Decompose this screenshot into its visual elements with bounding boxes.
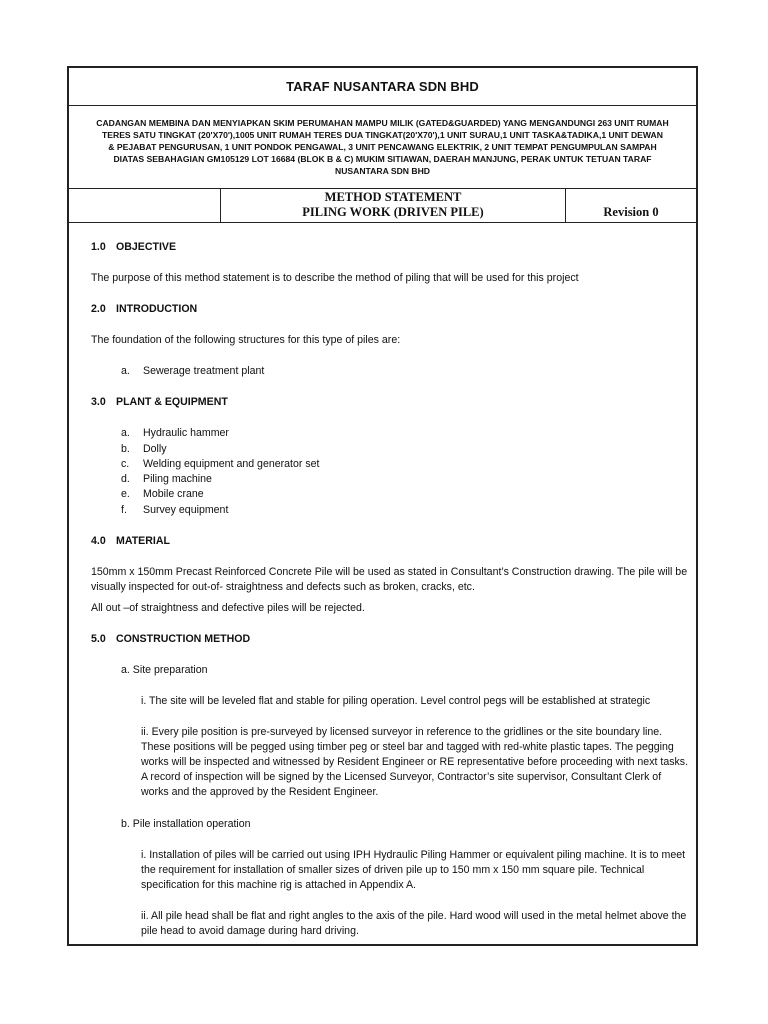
section-title: PLANT & EQUIPMENT (116, 396, 228, 409)
section-heading-construction-method (91, 632, 696, 647)
section-title: CONSTRUCTION METHOD (116, 633, 251, 646)
paragraph: 150mm x 150mm Precast Reinforced Concrete Pile will be used as stated in Consultant’s Construction drawing. The pile will be visually inspected for out-of- straightness and defects such as broken, cracks, etc. (91, 566, 688, 594)
blank-cell (69, 189, 221, 222)
project-line: DIATAS SEBAHAGIAN GM105129 LOT 16684 (BLOK B & C) MUKIM SITIAWAN, DAERAH MANJUNG, PERAK UNTUK TETUAN TARAF (113, 154, 652, 164)
list-item: a. Sewerage treatment plant (121, 365, 265, 377)
project-description (69, 106, 696, 189)
section-number: 4.0 (91, 535, 106, 548)
section-number: 2.0 (91, 303, 106, 315)
document-title (221, 189, 566, 222)
section-heading-objective (91, 240, 696, 255)
structure-list (91, 364, 696, 379)
project-line: CADANGAN MEMBINA DAN MENYIAPKAN SKIM PERUMAHAN MAMPU MILIK (GATED&GUARDED) YANG MENGANDUNGI 263 UNIT RUMAH (96, 118, 669, 128)
project-line: NUSANTARA SDN BHD (334, 166, 430, 176)
list-item: d. Piling machine (121, 473, 212, 486)
document-body (69, 240, 696, 939)
document-title-line1: METHOD STATEMENT (324, 190, 462, 204)
section-number: 1.0 (91, 241, 106, 253)
section-number: 5.0 (91, 633, 106, 646)
section-heading-plant-equipment (91, 395, 696, 410)
section-title: INTRODUCTION (116, 303, 198, 315)
paragraph: ii. All pile head shall be flat and right angles to the axis of the pile. Hard wood will used in the metal helmet above the pile head to avoid damage during hard driving. (141, 910, 687, 938)
paragraph: All out –of straightness and defective piles will be rejected. (91, 602, 365, 615)
list-item: b. Dolly (121, 442, 167, 455)
document-frame (67, 66, 698, 946)
section-heading-introduction (91, 302, 696, 317)
subsection-title: b. Pile installation operation (121, 818, 251, 831)
paragraph: ii. Every pile position is pre-surveyed by licensed surveyor in reference to the gridlines or the site boundary line. These positions will be pegged using timber peg or steel bar and tagged with red-white plastic tapes. The pegging works will be inspected and witnessed by Resident Engineer or RE representative before proceeding with next tasks. A record of inspection will be signed by the Licensed Surveyor, Contractor’s site supervisor, Consultant Clerk of works and the approved by the Resident Engineer. (141, 726, 689, 799)
section-heading-material (91, 534, 696, 549)
revision-label: Revision 0 (603, 205, 659, 219)
section-title: MATERIAL (116, 535, 170, 548)
section-title: OBJECTIVE (116, 241, 177, 253)
paragraph: The purpose of this method statement is to describe the method of piling that will be used for this project (91, 272, 579, 284)
document-title-line2: PILING WORK (DRIVEN PILE) (302, 205, 484, 219)
paragraph: i. The site will be leveled flat and stable for piling operation. Level control pegs will be established at strategic (141, 695, 651, 708)
equipment-list (91, 426, 696, 518)
subsection-title: a. Site preparation (121, 664, 208, 677)
project-line: & PEJABAT PENGURUSAN, 1 UNIT PONDOK PENGAWAL, 3 UNIT PENCAWANG ELEKTRIK, 2 UNIT TEMPAT PENGUMPULAN SAMPAH (108, 142, 657, 152)
title-row (69, 189, 696, 223)
section-number: 3.0 (91, 396, 106, 409)
list-item: c. Welding equipment and generator set (121, 457, 320, 470)
list-item: f. Survey equipment (121, 503, 229, 516)
project-line: TERES SATU TINGKAT (20'X70'),1005 UNIT RUMAH TERES DUA TINGKAT(20'X70'),1 UNIT SURAU,1 UNIT TASKA&TADIKA,1 UNIT DEWAN (102, 130, 663, 140)
list-item: e. Mobile crane (121, 488, 204, 501)
paragraph: i. Installation of piles will be carried out using IPH Hydraulic Piling Hammer or equivalent piling machine. It is to meet the requirement for installation of smaller sizes of driven pile up to 150 mm x 150 mm square pile. Technical specification for this machine rig is attached in Appendix A. (141, 849, 686, 892)
list-item: a. Hydraulic hammer (121, 427, 229, 440)
paragraph: The foundation of the following structures for this type of piles are: (91, 334, 401, 346)
company-name: TARAF NUSANTARA SDN BHD (69, 68, 696, 106)
